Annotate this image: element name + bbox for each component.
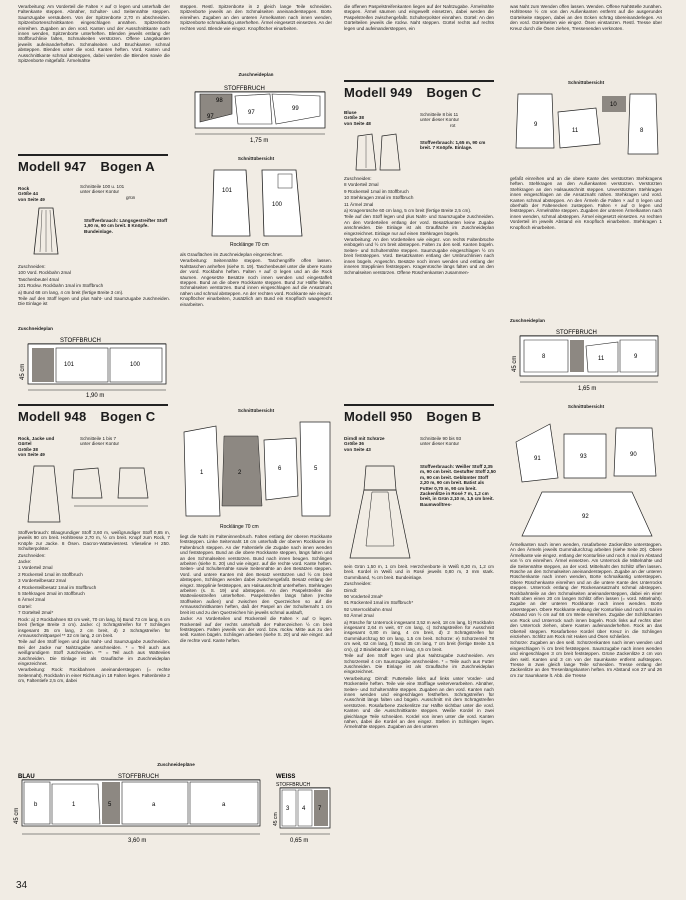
col3-949-text-para: 10 Stehkragen 2mal im Stoffbruch [344,195,414,201]
model948-garment: Rock, Jacke und Gürtel Größe 38 von Seite 49 [18,436,55,458]
su947-title: Schnittübersicht [237,156,275,161]
su950-title: Schnittübersicht [567,404,605,409]
zp948-blau-stoffbruch: STOFFBRUCH [118,774,159,780]
zp949-p9: 9 [634,354,638,360]
su949-diagram [512,88,662,170]
zp948-blau-p1: 1 [72,802,76,808]
col1-top-text-para: Verarbeitung: Am Vorderteil die Falten × auf ⊙ legen und unterhalb der Faltenkante steppen. Abnäher, Schulter- und Seitennähte steppen. Saumzugabe versäubern. Von der Spitzenborte 2,70 m abschneiden. Spitzenbortenschnittkanten eingeschlagen annähen. Spitzenborte einreihen. Zugaben an den vord. Kanten und der Ausschnittkante nach innen wenden, Spitzenborte unterheften. Blenden jeweils entlang der Stoffbruchlinie falten, Schmalseiten verstürzen. Offene Längskanten jeweils aufeinanderheften. Schmalseiten und Bruchkanten schmal absteppen. Blenden unter die vord. Kanten heften. Vord. Kanten und Ausschnittkante schmal absteppen, dabei werden die Blenden sowie die Spitzenborte mitgefaßt. Ärmelnähte [18,4,170,64]
col1-948-text-para: Jacke: [18,559,32,565]
model949-header [344,80,494,100]
model949-bogen: Bogen C [426,85,482,100]
model947-garment: Rock Größe 44 von Seite 49 [18,186,45,202]
zp948-blau-height: 45 cm [14,807,20,824]
su949-title: Schnittübersicht [567,80,605,85]
col3-949-text-para: 11 Ärmel 2mal [344,201,374,207]
model950-header [344,404,494,424]
model947-bogen: Bogen A [100,159,155,174]
col3-949-text-para: Verarbeitung: An den Vorderteilen wie eingez. von rechts Faltenbrüche einbügeln und ½ cm breit absteppen. Falten zu den seitl. Kanten bügeln. Seiten- und Schulternähte steppen. Saumzugabe eingeschlagen ½ cm breit feststeppen. Vord. Besatzkanten entlang der Umbruchlinien nach innen bügeln. Angeschn. Besätze noch innen wenden und entlang der inneren Stepplinien feststeppen. Kragenrüsche längs falten und an den Schmalseiten verstürzen. Offene Rüschenkanten zusammen- [344,237,494,275]
model947-zuschneiden-text [18,264,170,322]
model947-illustration [30,206,62,258]
zp946-p97a: 97 [207,114,214,120]
model948-illustration [24,462,170,526]
col1-948-text-para: Stoffverbrauch: Blaugrundiger Stoff 3,60 m, weißgrundiger Stoff 0,65 m, jeweils 90 cm breit. Hohltresse 2,70 m, ½ cm breit. Knopf zum Rock, 7 Knöpfe zur Jacke. 8 Ösen. Dacron-Watteviesrest. Vlieseline H 250. Schulterpolster. [18,530,170,552]
su948-note: Rocklänge 70 cm [220,524,259,530]
zp948-weiss-p7: 7 [318,806,322,812]
zp948-weiss-label: WEISS [276,774,296,780]
model947-cutparts: Schnitteile 100 u. 101 unter dieser Kontur grün [80,184,136,200]
col3-950-text-para: Teile auf den Stoff legen und plus Nahtzugabe zuschneiden. Am Schürzenteil 4 cm Saumzugabe anschneiden. * = Teile auch aus Futter zuschneiden. Die Einlage ist als Graufläche im Zuschneideplan eingezeichnet. [344,653,494,675]
col1-948-text-para: 7 Gürtelteil 2mal* [18,610,54,616]
col1-948-text-para: 4 Rückenteilbesatz 1mal im Stoffbruch [18,584,97,590]
model950-illustration [346,462,414,562]
col4-949-text-para: gefaßt einreihen und an die obere Kante des verstürzten Stehkragens heften. Stehkragen an den Außenkanten verstürzen. Verstürzten Stehkragen an den Halsausschnitt steppen. Unverstürzten Stehkragen innen eingeschlagen an die Ansatznaht nähen. Stehkragen und vord. Kanten schmal absteppen. An den Ärmeln die Falten × auf ⊙ legen und oberhalb der Faltenecken zusteppen. Falten × auf ⊙ legen und feststeppen. Ärmelnähte steppen. Zugaben der unteren Ärmelkanten nach innen wenden, schmal absteppen. Ärmel eingesetzt einsetzen. An rechten Vorderteil im jeweils Abstand ein Knopfloch einarbeiten. Stehkragen 1 Knopfloch einarbeiten. [510,176,662,230]
model947-header [18,154,168,174]
zp948-blau-label: BLAU [18,774,35,780]
col3-top-text-para: die offenen Paspelstreifenkanten liegen auf der Nahtzugabe. Ärmelnähte steppen. Ärmel säumen und eingewellt einsetzen, dabei werden die Paspelstreifen zwischengefaßt. Schulterpolster einnähen. Gürtel: An den Gürtelteilen jeweils die rückw. Naht steppen. Gürtel rechts auf rechts legen und aufeinandersteppen, ein [344,4,494,31]
model947-fabric: Stoffverbrauch: Längsgestreifter Stoff 1,90 m, 90 cm breit. 8 Knöpfe. Bundeinlage. [84,218,168,234]
model949-title: Modell 949 [344,85,413,100]
model950-garment: Dirndl mit Schürze Größe 36 von Seite 43 [344,436,385,452]
col3-949-text-para: a) Kragenrüsche 60 cm lang, 5 cm breit (fertige Breite 2,5 cm). [344,208,472,214]
col1-948-text-para: Zuschneiden: [18,552,46,558]
su950-diagram [512,412,662,538]
col3-950-text-para: 92 Unterrockbahn 4mal [344,606,392,612]
zp948-weiss-height: 45 cm [273,812,279,826]
col3-950-text-para: Zuschneiden: [344,581,372,587]
zp947-width: 1,90 m [86,393,105,398]
col1-948-text-para: 3 Vorderteilbesatz 2mal [18,578,67,584]
zp947-p100: 100 [130,362,141,368]
model949-cutparts: Schnitteile 8 bis 11 unter dieser Kontur rot [420,112,460,128]
col1-948-text-para: 5 Stehkragen 2mal im Stoffbruch [18,591,85,597]
su948-p1: 1 [200,470,204,476]
zp946-diagram [180,80,332,146]
zp949-p8: 8 [542,354,546,360]
model950-title: Modell 950 [344,409,413,424]
zp948-blau-pa1: a [152,802,156,808]
model947-zuschneiden-text-para: Teile auf den Stoff legen und plus Naht- und Saumzugabe zuschneiden. Die Einlage ist [18,296,170,307]
col2-mid-text-para: Verarbeitung: Seitennähte steppen. Taschengriffe offen lassen. Nahttaschen anheften (siehe S. 19). Taschenbeutel unter die obere Kante der vord. Rockbahn heften. Falten × auf ⊙ legen und an die Rock säumen. Angesetzte Besätze noch innen wenden und eingestaffelt steppen. Bund an die obere Rockkante steppen. Bund zur Hälfte falten, Schmalseiten verstürzen. Bund innen eingeschlagen auf die Ansatznaht nähen und schmal absteppen. An der rechten vord. Rockkante wie eingez. Knopflöcher einarbeiten, zusätzlich am Bund ein Knopfloch waagerecht einarbeiten. [180,258,332,307]
col3-949-text-para: 9 Rückenteil 1mal im Stoffbruch [344,188,409,194]
su950-p92: 92 [582,514,589,520]
su947-diagram [186,166,326,248]
zp948-blau-diagram [8,770,268,866]
model948-bogen: Bogen C [100,409,156,424]
zp946-width: 1,75 m [250,138,269,144]
su949-p9: 9 [534,122,538,128]
zp947-stoffbruch: STOFFBRUCH [60,338,101,344]
model947-zuschneiden-text-para: Taschenbeutel 4mal [18,276,59,282]
model950-bogen: Bogen B [426,409,482,424]
col2-948-text [180,534,332,760]
su948-diagram [180,416,332,530]
col2-948-text-para: liegt die Naht im Falteninnenbruch. Falten entlang der oberen Rockkante feststeppen. Linke Seitennaht 18 cm unterhalb der oberen Rockkante im Faltenbruch steppen. An der Faltentiefe die Zugabe nach innen wenden und feststeppen. Bund an die obere Rockkante steppen, längs falten und an den Schmalseiten verstürzen. Bund nach innen beugen. Schlingen arbeiten (siehe S. 20) und wie eingez. auf die rechte vord. Kante heften. Seiten- und Schulternähte sowie Seitennähte an den Besätzen steppen. Vord. und untere Kanten mit den Besatz verstürzen und ½ cm breit absteppen, Schlingen werden dabei zwischengefaßt. Besatz entlang der eingez. Stepplinie feststeppen, am Halsausschnitt unterheften. Stehkragen arbeiten (s. S. 19) und absteppen. An den Paspelstreifen die Watteviiesstreifen unterheften. Paspelstreifen längs falten (rechte Stoffseiten außen) und zwischen den Querzeichen so auf die Armausschnittkanten heften, daß der Paspel an der Schulternaht 1 cm breit ist und zu den Querzeichen hin jeweils schmal ausläuft, [180,534,332,615]
zp949-width: 1,65 m [578,386,597,392]
col3-950-text [344,564,494,890]
col3-950-text-para: sein Grün 1,50 m, 1 cm breit. Herzchenborte in Weiß 6,30 m, 1,2 cm breit. Kordel in Weiß und in Rosé jeweils 0,80 m, 3 mm stark. Gummiband, ¾ cm breit. Bundeinlage. [344,564,494,580]
su949-p8: 8 [640,128,644,134]
zp946-p98: 98 [216,98,223,104]
zp948-weiss-stoffbruch: STOFFBRUCH [276,782,311,788]
zp948-weiss-width: 0,65 m [290,838,309,844]
col3-950-text-para: 93 Ärmel 2mal [344,613,374,619]
model950-cutparts: Schnitteile 90 bis 93 unter dieser Kontur [420,436,462,447]
zp948-title: Zuschneidepläne [157,762,195,767]
model949-illustration [350,132,406,172]
col1-948-text-para: 1 Vorderteil 2mal [18,565,53,571]
model948-title: Modell 948 [18,409,87,424]
col4-949-text [510,176,662,316]
su948-p6: 6 [278,466,282,472]
su947-note: Rocklänge 70 cm [230,242,269,248]
col1-948-text-para: Verarbeitung: Rock: Rockbahnen aneinandersteppen (= rechte Seitennaht). Rockbahn in einer Richtung in 18 Falten legen. Faltenbreite 2 cm, Faltentiefe 2,5 cm, dabei [18,667,170,684]
col2-948-text-para: Jacke: An Vorderteilen und Rückenteil die Falten × auf ⊙ legen. Rückenteil auf der rechts unterhalb der Faltenzeichen ½ cm breit feststeppen. Falten jeweils von der vord. bzw. rückw. Mitte aus zu den seitl. Kanten bügeln. Schlingen arbeiten (siehe S. 20) und wie eingez. auf die rechte vord. Kante heften. [180,616,332,643]
model947-zuschneiden-text-para: 100 Vord. Rockbahn 2mal [18,270,71,276]
col3-949-text [344,176,494,400]
col3-top-text [344,4,494,72]
su950-p91: 91 [534,456,541,462]
col2-top-text [180,4,332,66]
zp946-p99: 99 [292,106,299,112]
col2-top-text-para: steppen. Restl. Spitzenborte in 2 gleich lange Teile schneiden. Spitzenborte jeweils an den Schmalseiten aneinandersteppen. Borte einreihen. Zugaben an den unteren Ärmelkanten nach innen wenden, Spitzenborte schmalkantig unterheften. Ärmel eingesetzt einsetzen. An der rechten vord. Blende wie eingez. Knopflöcher einarbeiten. [180,4,332,31]
su949-p10: 10 [610,102,617,108]
col1-948-text-para: 6 Ärmel 2mal [18,597,46,603]
zp949-height: 45 cm [512,355,518,372]
col2-mid-text [180,252,332,398]
zp949-diagram [510,326,662,392]
zp948-blau-p5: 5 [108,802,112,808]
col3-949-text-para: 8 Vorderteil 2mal [344,182,379,188]
su948-p2: 2 [238,470,242,476]
col1-948-text-para: 2 Rückenteil 1mal im Stoffbruch [18,571,83,577]
zp948-blau-pb: b [34,802,38,808]
col3-950-text-para: a) Rüsche für Unterrock insgesamt 3,52 m weit, 18 cm lang, b) Rockbahn insgesamt 2,64 m weit, 67 cm lang, c) Schrägstreifen für Ausschnitt insgesamt 0,80 m lang, 4 cm breit, d) 2 Schrägstreifen für Gummidurchzug 50 cm lang, 1,5 cm breit. Schürze: e) Schürzenteil 78 cm weit, 62 cm lang, f) Bund 35 cm lang, 7 cm breit (fertige Breite 3,5 cm), g) 2 Bindebänder 1,50 m lang, 4,5 cm breit. [344,619,494,652]
model949-garment: Bluse Größe 38 von Seite 48 [344,110,371,126]
zp946-title: Zuschneideplan [238,72,274,77]
col3-950-text-para: 91 Rückenteil 1mal im Stoffbruch* [344,600,414,606]
zp947-diagram [18,334,170,398]
su949-p11: 11 [572,128,579,134]
zp947-title: Zuschneideplan [18,326,53,331]
su950-p93: 93 [580,454,587,460]
model947-zuschneiden-text-para: Zuschneiden: [18,264,46,269]
col3-950-text-para: Dirndl: [344,587,358,593]
col1-top-text [18,4,170,150]
zp948-weiss-p4: 4 [302,806,306,812]
col3-950-text-para: 90 Vorderteil 2mal* [344,594,383,600]
zp948-blau-pa2: a [222,802,226,808]
col1-948-text-para: Gürtel: [18,603,32,609]
col4-top-text-para: was Naht zum Wenden offen lassen. Wenden. Offene Nahtstelle zunähen. Hohltresse ½ cm von den Außenkanten entfernt auf die ausgerundet Gürtelseite steppen, dabei an den Ecken schräg übereinanderlegen. An den vord. Gürtelseiten wie eingez. Ösen einstanzen. Restl. Tresse über Kreuz durch die Ösen ziehen, Tressenenden verknoten. [510,4,662,31]
zp949-p11: 11 [598,356,605,362]
col2-mid-text-para: als Grauflächen im Zuschneideplan eingezeichnet. [180,252,283,257]
zp946-p97b: 97 [248,110,255,116]
zp946-stoffbruch: STOFFBRUCH [224,86,265,92]
col4-950-text-para: Schürze: Zugaben an den seitl. Schürzenkanten nach innen wenden und eingeschlagen ½ cm breit feststeppen. Saumzugabe nach innen wenden und eingeschlagen 3 cm breit feststeppen. Grüne Zackenlitze 2 cm von den seitl. Kanten und 3 cm von der Saumkante entfernt aufsteppen. Tresse in zwei gleich lange Teile schneiden. Tresse entlang der Zackenlitze an den Tresenlängskanten heften. Im Abstand von 27 und 26 cm zur Saumkante lt. Abb. die Tresse [510,640,662,678]
col4-950-text [510,542,662,890]
model948-cutparts: Schnitteile 1 bis 7 unter dieser Kontur [80,436,120,447]
model950-fabric: Stoffverbrauch: Weißer Stoff 2,35 m, 90 cm breit. Gestufter Stoff 2,50 m, 90 cm breit. Geblümter Stoff 2,20 m, 90 cm breit. Batist als Futter 0,70 m, 90 cm breit. Zackenlitze in Rosé 7 m, 1,2 cm breit, in Grün 2,10 m, 1,5 cm breit. Baumwolltres- [420,464,496,507]
zp948-blau-width: 3,60 m [128,838,147,844]
su947-p100: 100 [272,202,283,208]
col4-950-text-para: Ärmelkanten nach innen wenden, rosafarbene Zackenlitze unterstegpen. An den Ärmeln jeweils Gummidurchzug arbeiten (siehe Seite 20). Obere Ärmelkante wie eingez. entlang der Konturlinie und noch 4 mal im Abstand von ½ cm einreihen. Ärmel einsetzen. Am Unterrock die Mittelnähte und die Seitennähte steppen, an der vord. Mittelnaht den Schlitz offen lassen. Rüsche an den Schmalseiten aneinandersteppen. Zugabe an der unteren Rüschenkante nach innen wenden, Borte schmalkantig untersteppen. Obere Rüschenkante einreihen und an die untere Kante des Unterrocks steppen. Unterrock entlang der Rückenansatznaht schmal absteppen. Rockbahnteile an den Schmalseiten aneinandersteppen, dabei ein einer Naht oben einen 20 cm langen Schlitz offen lassen (= vord. Mittelnaht). Zugabe an der unteren Rockkante nach innen wenden. Borte untersteppen. Obere Rockkante entlang der Konturlinie und noch 4 mal im Abstand von ½ cm auf 68 cm Weite einreihen. Zugabe der Schlitzkanten von Rock und Unterrock nach innen bügeln. Rock links auf rechts über den Unterrock ziehen, obere Kanten aufeinanderheften. Rock an das Oberteil steppen. Rosafarbene Kordel über Kreuz in die Schlingen einziehen. Schlitz am Rock mit Haken und Ösen schließen. [510,542,662,639]
col4-top-text [510,4,662,72]
su948-title: Schnittübersicht [237,408,275,413]
col1-948-text-para: Rock: a) 2 Rockbahnen 83 cm weit, 70 cm lang, b) Bund 73 cm lang, 6 cm breit (fertige Breite 3 cm). Jacke: c) Schrägstreifen für 7 Schlingen insgesamt 35 cm lang, 2 cm breit, d) 2 Schrägstreifen für Armausschnittpaspel ** 32 cm lang, 2 cm breit. [18,616,170,638]
model949-fabric: Stoffverbrauch: 1,65 m, 90 cm breit. 7 Knöpfe. Einlage. [420,140,486,151]
col3-950-text-para: Verarbeitung: Dirndl: Futterteile links auf links unter Vorder- und Rückenteile heften. Teile wie eine Stofflage weiterverarbeiten. Abnäher, Seiten- und Schulternähte steppen. Zugaben an den vord. Kanten nach innen wenden und eingeschlagen festheften. Schrägstreifen für Ausschnitt längs falten und bügeln. Ausschnitt mit dem Schrägstreifen verstürzen. Rosafarbene Zackenlitze zur Hälfte sichtbar unter die vord. Kanten und die Ausschnittkante steppen. Weiße Kordel in zwei gleichlange Teile schneiden. Kordel von innen unter die vord. Kanten nähen, dabei die Kordel an den eingez. Stellen in Schlingen legen. Ärmelnähte steppen. Zugaben an den unteren [344,675,494,730]
zp948-weiss-p3: 3 [286,806,290,812]
page-number: 34 [16,880,28,891]
col1-948-text-para: Teile auf den Stoff legen und plus Naht- und Saumzugabe zuschneiden. Bei der Jacke nur Nahtzugabe anschneiden. * = Teil auch aus weißgrundigem Stoff zuschneiden. ** = Teil auch aus Watteviies zuschneiden. Die Einlage ist als Graufläche im Zuschneideplan eingezeichnet. [18,639,170,666]
su948-p5: 5 [314,466,318,472]
col1-948-text [18,530,170,758]
zp949-stoffbruch: STOFFBRUCH [556,330,597,336]
col3-949-text-para: Teile auf den Stoff legen und plus Naht- und Saumzugabe zuschneiden. An den Vorderteilen entlang der vord. Besatzkanten keine Zugabe anschneiden. Die Einlage ist als Graufläche im Zuschneideplan eingezeichnet. Einlage nur auf einen Stehkragen bügeln. [344,214,494,236]
col3-949-text-para: Zuschneiden: [344,176,372,181]
model947-title: Modell 947 [18,159,87,174]
su950-p90: 90 [630,452,637,458]
model948-header [18,404,168,424]
zp947-p101: 101 [64,362,75,368]
zp948-weiss-diagram [272,770,334,866]
model947-zuschneiden-text-para: a) Bund 68 cm lang, 4 cm breit (fertige Breite 3 cm). [18,289,124,295]
model947-zuschneiden-text-para: 101 Rückw. Rockbahn 1mal im Stoffbruch [18,283,104,289]
zp949-title: Zuschneideplan [510,318,545,323]
zp947-height: 45 cm [20,363,26,380]
su947-p101: 101 [222,188,233,194]
